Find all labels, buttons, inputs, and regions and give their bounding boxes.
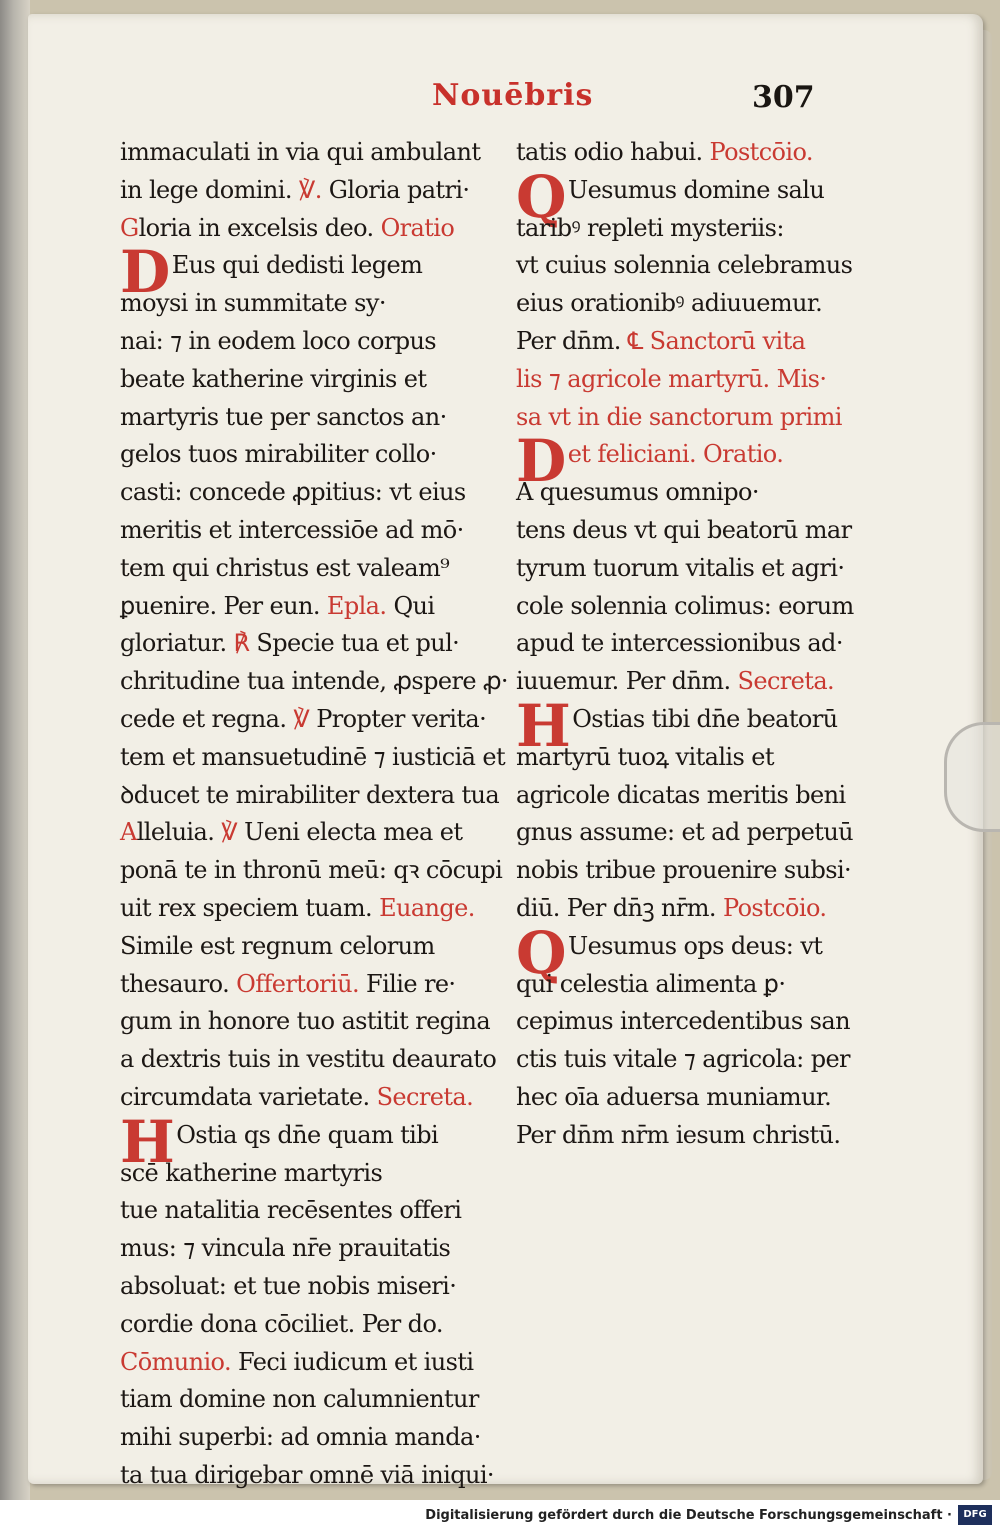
text-line bbox=[120, 1155, 495, 1193]
text-run: mus: ⁊ vincula nr̄e prauitatis bbox=[120, 1234, 451, 1263]
rubric-initial: D bbox=[120, 238, 170, 307]
text-line bbox=[120, 1457, 495, 1495]
text-run: gum in honore tuo astitit regina bbox=[120, 1007, 491, 1036]
text-run: Feci iudicum et iusti bbox=[231, 1347, 474, 1376]
text-line bbox=[120, 361, 495, 399]
text-line bbox=[120, 625, 495, 663]
text-line bbox=[516, 1003, 892, 1041]
text-run: Specie tua et pul· bbox=[249, 629, 460, 658]
rubric-text: G bbox=[120, 213, 139, 242]
rubric-text: Secreta. bbox=[737, 667, 835, 696]
rubric-initial: H bbox=[120, 1107, 175, 1176]
rubric-text: Euange. bbox=[379, 893, 475, 922]
text-run: circumdata varietate. bbox=[120, 1082, 377, 1111]
text-run: taribꝰ repleti mysteriis: bbox=[516, 213, 784, 242]
text-run: hec oīa aduersa muniamur. bbox=[516, 1082, 832, 1111]
text-line bbox=[516, 210, 892, 248]
text-line bbox=[120, 1192, 495, 1230]
text-line bbox=[120, 172, 495, 210]
text-run: chritudine tua intende, ꝓspere ꝓ· bbox=[120, 667, 508, 696]
text-line bbox=[120, 399, 495, 437]
text-line bbox=[120, 285, 495, 323]
text-run: cole solennia colimus: eorum bbox=[516, 591, 854, 620]
text-run: eius orationibꝰ adiuuemur. bbox=[516, 289, 823, 318]
text-run: mihi superbi: ad omnia manda· bbox=[120, 1423, 481, 1452]
text-line bbox=[120, 928, 495, 966]
text-line bbox=[120, 852, 503, 890]
text-run: Ueni electa mea et bbox=[237, 818, 463, 847]
text-line bbox=[516, 814, 892, 852]
rubric-text: Offertoriū. bbox=[236, 969, 360, 998]
footer-bar bbox=[0, 1500, 1000, 1531]
text-run: Eus qui dedisti legem bbox=[171, 251, 423, 280]
funding-credit: Digitalisierung gefördert durch die Deutsche Forschungsgemeinschaft · bbox=[425, 1508, 952, 1523]
text-line bbox=[120, 1419, 495, 1457]
text-run: tem qui christus est valeam⁹ bbox=[120, 553, 450, 582]
text-run: gloriatur. bbox=[120, 629, 234, 658]
text-run: ꝑuenire. Per eun. bbox=[120, 591, 327, 620]
rubric-text: Cōmunio. bbox=[120, 1347, 232, 1376]
text-line bbox=[120, 1381, 495, 1419]
text-line bbox=[120, 1230, 495, 1268]
text-run: uit rex speciem tuam. bbox=[120, 893, 380, 922]
rubric-text: ℄ Sanctorū vita bbox=[627, 326, 806, 355]
text-run: beate katherine virginis et bbox=[120, 364, 427, 393]
text-run: cepimus intercedentibus san bbox=[516, 1007, 850, 1036]
text-run: apud te intercessionibus ad· bbox=[516, 629, 843, 658]
text-run: gnus assume: et ad perpetuū bbox=[516, 818, 854, 847]
text-run: ta tua dirigebar omnē viā iniqui· bbox=[120, 1460, 494, 1489]
text-line bbox=[516, 588, 892, 626]
text-run: thesauro. bbox=[120, 969, 237, 998]
text-run: martyrū tuoꝝ vitalis et bbox=[516, 742, 774, 771]
dfg-logo: DFG bbox=[958, 1505, 992, 1525]
book-binding bbox=[0, 0, 30, 1500]
text-line bbox=[516, 852, 892, 890]
text-run: Per dn̄m. bbox=[516, 326, 628, 355]
text-run: Qui bbox=[386, 591, 435, 620]
rubric-text: Epla. bbox=[326, 591, 387, 620]
rubric-text: ℣ bbox=[221, 818, 238, 847]
text-line bbox=[516, 890, 892, 928]
text-line bbox=[120, 512, 495, 550]
rubric-initial: Q bbox=[516, 162, 566, 231]
text-run: tatis odio habui. bbox=[516, 138, 710, 166]
text-line bbox=[516, 663, 892, 701]
text-run: tem et mansuetudinē ⁊ iusticiā et bbox=[120, 742, 506, 771]
text-line bbox=[120, 588, 495, 626]
rubric-text: Postcōio. bbox=[723, 893, 827, 922]
text-run: cordie dona cōciliet. Per do. bbox=[120, 1309, 443, 1338]
text-line bbox=[120, 1041, 495, 1079]
text-run: Ostias tibi dn̄e beatorū bbox=[572, 704, 838, 733]
text-run: immaculati in via qui ambulant bbox=[120, 138, 481, 166]
rubric-text: et feliciani. Oratio. bbox=[567, 440, 784, 469]
text-line bbox=[516, 966, 892, 1004]
rubric-text: ℟ bbox=[233, 629, 250, 658]
text-run: loria in excelsis deo. bbox=[138, 213, 381, 242]
text-line bbox=[120, 474, 495, 512]
text-run: cede et regna. bbox=[120, 704, 294, 733]
rubric-text: sa vt in die sanctorum primi bbox=[516, 402, 842, 431]
text-line bbox=[516, 777, 892, 815]
text-column-right bbox=[516, 134, 892, 1155]
rubric-text: Secreta. bbox=[376, 1082, 474, 1111]
text-line bbox=[120, 550, 495, 588]
text-line bbox=[516, 1079, 892, 1117]
rubric-text: ℣. bbox=[298, 175, 322, 204]
text-run: tue natalitia recēsentes offeri bbox=[120, 1196, 462, 1225]
text-run: in lege domini. bbox=[120, 175, 299, 204]
text-run: martyris tue per sanctos an· bbox=[120, 402, 447, 431]
text-run: moysi in summitate sy· bbox=[120, 289, 386, 318]
text-run: tyrum tuorum vitalis et agri· bbox=[516, 553, 845, 582]
text-line bbox=[120, 663, 508, 701]
text-line bbox=[516, 399, 892, 437]
text-line bbox=[516, 512, 892, 550]
rubric-text: A bbox=[120, 818, 137, 847]
text-line bbox=[120, 777, 500, 815]
rubric-text: Oratio bbox=[380, 213, 455, 242]
text-line bbox=[120, 1268, 495, 1306]
rubric-initial: H bbox=[516, 691, 571, 760]
running-header: Nouēbris bbox=[432, 78, 594, 113]
text-run: Per dn̄m nr̄m iesum christū. bbox=[516, 1120, 841, 1149]
text-line bbox=[120, 1306, 495, 1344]
text-run: scē katherine martyris bbox=[120, 1158, 383, 1187]
text-line bbox=[120, 134, 495, 172]
text-line bbox=[120, 966, 495, 1004]
text-run: Gloria patri· bbox=[321, 175, 470, 204]
text-line bbox=[120, 210, 495, 248]
rubric-initial: Q bbox=[516, 918, 566, 987]
text-line bbox=[120, 739, 506, 777]
rubric-initial: D bbox=[516, 427, 566, 496]
text-run: Uesumus domine salu bbox=[567, 175, 825, 204]
text-run: ctis tuis vitale ⁊ agricola: per bbox=[516, 1045, 850, 1074]
text-line bbox=[516, 550, 892, 588]
rubric-text: lis ⁊ agricole martyrū. Mis· bbox=[516, 364, 827, 393]
text-line bbox=[120, 436, 495, 474]
text-line bbox=[120, 890, 495, 928]
text-column-left bbox=[120, 134, 508, 1495]
text-line bbox=[120, 1079, 495, 1117]
text-run: diū. Per dn̄ꝫ nr̄m. bbox=[516, 893, 723, 922]
folio-number: 307 bbox=[752, 80, 815, 115]
text-run: vt cuius solennia celebramus bbox=[516, 251, 853, 280]
text-line bbox=[516, 361, 892, 399]
text-line bbox=[120, 701, 495, 739]
text-run: Ostia qs dn̄e quam tibi bbox=[176, 1120, 439, 1149]
text-line bbox=[516, 134, 892, 172]
text-run: tens deus vt qui beatorū mar bbox=[516, 515, 852, 544]
text-line bbox=[516, 323, 892, 361]
text-run: nobis tribue prouenire subsi· bbox=[516, 856, 852, 885]
text-line bbox=[516, 1117, 892, 1155]
text-run: casti: concede ꝓpitius: vt eius bbox=[120, 478, 466, 507]
rubric-text: ℣ bbox=[293, 704, 310, 733]
text-run: iuuemur. Per dn̄m. bbox=[516, 667, 738, 696]
text-run: a dextris tuis in vestitu deaurato bbox=[120, 1045, 497, 1074]
text-run: lleluia. bbox=[136, 818, 222, 847]
text-line bbox=[516, 474, 892, 512]
text-line bbox=[120, 1003, 495, 1041]
text-run: gelos tuos mirabiliter collo· bbox=[120, 440, 437, 469]
text-run: agricole dicatas meritis beni bbox=[516, 780, 846, 809]
text-run: qui celestia alimenta ꝑ· bbox=[516, 969, 786, 998]
text-run: meritis et intercessiōe ad mō· bbox=[120, 515, 464, 544]
text-line bbox=[120, 323, 495, 361]
text-run: ponā te in thronū meū: qꝛ cōcupi bbox=[120, 856, 503, 885]
text-run: ꝺducet te mirabiliter dextera tua bbox=[120, 780, 500, 809]
text-line bbox=[516, 625, 892, 663]
text-line bbox=[120, 814, 495, 852]
text-line bbox=[516, 1041, 892, 1079]
text-line bbox=[516, 739, 892, 777]
text-line bbox=[516, 285, 892, 323]
text-line bbox=[120, 1344, 495, 1382]
rubric-text: Postcōio. bbox=[709, 138, 813, 166]
text-run: Uesumus ops deus: vt bbox=[567, 931, 823, 960]
text-line bbox=[516, 247, 892, 285]
text-run: tiam domine non calumnientur bbox=[120, 1385, 479, 1414]
text-run: nai: ⁊ in eodem loco corpus bbox=[120, 326, 437, 355]
page-clip bbox=[944, 722, 1000, 832]
text-run: Simile est regnum celorum bbox=[120, 931, 435, 960]
text-run: A quesumus omnipo· bbox=[516, 478, 759, 507]
text-run: absoluat: et tue nobis miseri· bbox=[120, 1271, 457, 1300]
text-run: Propter verita· bbox=[309, 704, 487, 733]
text-run: Filie re· bbox=[359, 969, 456, 998]
